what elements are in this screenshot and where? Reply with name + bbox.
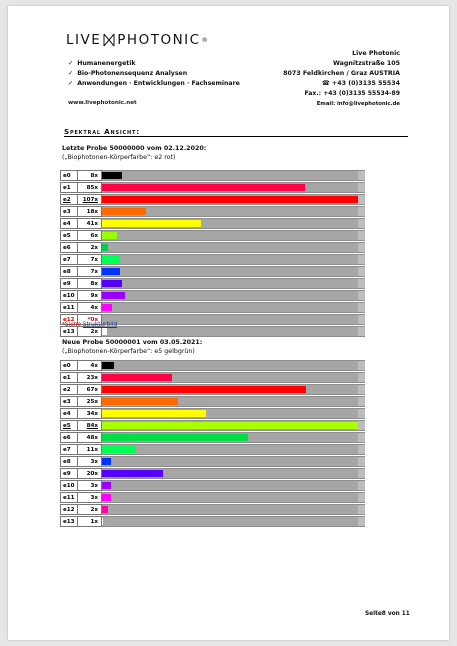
bar-end-cap — [358, 384, 365, 395]
row-label: e4 — [60, 218, 77, 229]
bar-track — [102, 372, 358, 383]
row-value: 7x — [77, 254, 102, 265]
bar-track — [102, 278, 358, 289]
spectrum-bar — [102, 268, 120, 275]
bar-track — [102, 360, 358, 371]
section-divider — [64, 136, 408, 137]
page-number: Seite8 von 11 — [365, 611, 410, 617]
row-value: 7x — [77, 266, 102, 277]
probe-subtitle: („Biophotonen-Körperfarbe“: e2 rot) — [62, 154, 176, 161]
row-label: e12 — [60, 314, 77, 325]
bar-track — [102, 432, 358, 443]
bar-track — [102, 266, 358, 277]
row-value: 8x — [77, 170, 102, 181]
row-label: e3 — [60, 206, 77, 217]
row-label: e13 — [60, 516, 77, 527]
service-item: ✓ Anwendungen · Entwicklungen · Fachseminare — [68, 79, 240, 89]
spectrum-bar — [102, 506, 108, 513]
footnote-star: *Siehe — [62, 322, 81, 328]
row-value: 6x — [77, 230, 102, 241]
bar-end-cap — [358, 278, 365, 289]
spectrum-row — [60, 396, 365, 408]
row-label: e13 — [60, 326, 77, 337]
phone: ☎ +43 (0)3135 55534 — [321, 80, 400, 87]
bar-end-cap — [358, 194, 365, 205]
spectrum-row — [60, 302, 365, 314]
city: 8073 Feldkirchen / Graz AUSTRIA — [283, 70, 400, 77]
spectrum-row — [60, 444, 365, 456]
bar-track — [102, 230, 358, 241]
probe-title: Neue Probe 50000001 vom 03.05.2021: — [62, 339, 203, 346]
website-link[interactable]: www.livephotonic.net — [68, 100, 137, 106]
brand-registered-mark: ® — [201, 36, 210, 44]
spectrum-row — [60, 480, 365, 492]
spectrum-row — [60, 266, 365, 278]
spectrum-bar — [102, 244, 108, 251]
probe-heading — [62, 144, 206, 162]
email[interactable]: Email: info@livephotonic.de — [316, 101, 400, 107]
address-block — [283, 49, 400, 109]
spectrum-row — [60, 516, 365, 528]
brand-right: PHOTONIC — [117, 32, 201, 48]
spectrum-bar — [102, 518, 103, 525]
photon-mark-icon — [103, 33, 115, 47]
bar-end-cap — [358, 230, 365, 241]
row-label: e0 — [60, 170, 77, 181]
brand-logo — [66, 32, 209, 48]
row-value: 85x — [77, 182, 102, 193]
footnote — [62, 322, 117, 328]
spectrum-row — [60, 384, 365, 396]
bar-track — [102, 170, 358, 181]
row-value: 84x — [77, 420, 102, 431]
spectrum-bar — [102, 482, 111, 489]
bar-end-cap — [358, 480, 365, 491]
bar-end-cap — [358, 170, 365, 181]
spectrum-row — [60, 242, 365, 254]
probe-subtitle: („Biophotonen-Körperfarbe“: e5 gelbgrün) — [62, 348, 195, 355]
bar-end-cap — [358, 420, 365, 431]
spectrum-row — [60, 456, 365, 468]
bar-end-cap — [358, 326, 365, 337]
spectrum-bar — [102, 410, 206, 417]
row-label: e5 — [60, 230, 77, 241]
bar-end-cap — [358, 372, 365, 383]
row-label: e6 — [60, 432, 77, 443]
row-label: e12 — [60, 504, 77, 515]
spectrum-bar — [102, 304, 112, 311]
row-label: e10 — [60, 290, 77, 301]
row-value: 25x — [77, 396, 102, 407]
section-title: Spektral Ansicht: — [64, 127, 140, 136]
bar-end-cap — [358, 254, 365, 265]
bar-track — [102, 314, 358, 325]
spectrum-bar — [102, 458, 111, 465]
row-value: 4x — [77, 302, 102, 313]
spectrum-bar — [102, 470, 163, 477]
bar-end-cap — [358, 516, 365, 527]
row-value: 2x — [77, 242, 102, 253]
spectrum-row — [60, 254, 365, 266]
bar-end-cap — [358, 408, 365, 419]
row-value: *0x — [77, 314, 102, 325]
bar-end-cap — [358, 504, 365, 515]
row-value: 20x — [77, 468, 102, 479]
row-value: 3x — [77, 480, 102, 491]
row-label: e2 — [60, 384, 77, 395]
spectrum-bar — [102, 232, 117, 239]
row-value: 34x — [77, 408, 102, 419]
row-value: 18x — [77, 206, 102, 217]
bar-track — [102, 302, 358, 313]
spectrum-bar — [102, 184, 305, 191]
bar-track — [102, 468, 358, 479]
row-value: 67x — [77, 384, 102, 395]
fax: Fax.: +43 (0)3135 55534-89 — [304, 90, 400, 97]
spectrum-row — [60, 468, 365, 480]
row-label: e6 — [60, 242, 77, 253]
bar-end-cap — [358, 444, 365, 455]
spectrum-row — [60, 372, 365, 384]
street: Wagnitzstraße 105 — [332, 60, 400, 67]
row-value: 2x — [77, 504, 102, 515]
row-label: e1 — [60, 372, 77, 383]
row-label: e8 — [60, 266, 77, 277]
spectrum-bar — [102, 292, 125, 299]
probe-heading — [62, 338, 202, 356]
row-value: 41x — [77, 218, 102, 229]
spectrum-bar — [102, 208, 146, 215]
bar-track — [102, 504, 358, 515]
spectrum-bar — [102, 280, 122, 287]
row-label: e5 — [60, 420, 77, 431]
bar-track — [102, 290, 358, 301]
bar-end-cap — [358, 360, 365, 371]
row-label: e3 — [60, 396, 77, 407]
bar-track — [102, 182, 358, 193]
spectrum-row — [60, 230, 365, 242]
bar-end-cap — [358, 290, 365, 301]
bar-end-cap — [358, 468, 365, 479]
row-label: e2 — [60, 194, 77, 205]
spectrum-bar — [102, 434, 248, 441]
brand-left: LIVE — [66, 32, 102, 48]
bar-track — [102, 492, 358, 503]
bar-track — [102, 480, 358, 491]
bar-end-cap — [358, 302, 365, 313]
row-label: e7 — [60, 254, 77, 265]
bar-track — [102, 384, 358, 395]
spectrum-row — [60, 420, 365, 432]
bar-track — [102, 218, 358, 229]
row-value: 1x — [77, 516, 102, 527]
spectrum-row — [60, 206, 365, 218]
row-value: 23x — [77, 372, 102, 383]
spectrum-row — [60, 492, 365, 504]
spectrum-row — [60, 408, 365, 420]
bar-track — [102, 444, 358, 455]
bar-track — [102, 408, 358, 419]
spectrum-bar — [102, 172, 122, 179]
bar-end-cap — [358, 266, 365, 277]
spectrum-row — [60, 278, 365, 290]
spectrum-row — [60, 504, 365, 516]
spectrum-row — [60, 170, 365, 182]
spectrum-row — [60, 290, 365, 302]
spectrum-bar — [102, 398, 178, 405]
spectrum-bar — [102, 328, 107, 335]
service-list — [68, 59, 240, 89]
row-label: e11 — [60, 302, 77, 313]
row-value: 8x — [77, 278, 102, 289]
row-value: 2x — [77, 326, 102, 337]
spectrum-bar — [102, 196, 358, 203]
bar-end-cap — [358, 314, 365, 325]
row-value: 48x — [77, 432, 102, 443]
bar-end-cap — [358, 206, 365, 217]
bar-end-cap — [358, 218, 365, 229]
document-page — [8, 6, 449, 640]
spectrum-row — [60, 432, 365, 444]
row-value: 4x — [77, 360, 102, 371]
spectrum-chart — [60, 170, 365, 338]
spectrum-bar — [102, 362, 114, 369]
spectrum-bar — [102, 220, 201, 227]
row-label: e8 — [60, 456, 77, 467]
service-item: ✓ Bio-Photonensequenz Analysen — [68, 69, 240, 79]
row-label: e7 — [60, 444, 77, 455]
bar-end-cap — [358, 492, 365, 503]
row-label: e0 — [60, 360, 77, 371]
spectrum-bar — [102, 422, 358, 429]
bar-end-cap — [358, 242, 365, 253]
bar-track — [102, 254, 358, 265]
bar-track — [102, 516, 358, 527]
row-value: 11x — [77, 444, 102, 455]
bar-track — [102, 194, 358, 205]
service-item: ✓ Humanenergetik — [68, 59, 240, 69]
row-label: e1 — [60, 182, 77, 193]
row-value: 3x — [77, 492, 102, 503]
bar-track — [102, 396, 358, 407]
row-label: e11 — [60, 492, 77, 503]
bar-end-cap — [358, 456, 365, 467]
row-label: e10 — [60, 480, 77, 491]
row-value: 3x — [77, 456, 102, 467]
bar-track — [102, 456, 358, 467]
spectrum-bar — [102, 494, 111, 501]
spectrum-row — [60, 194, 365, 206]
structure-image-link[interactable]: Strukturbild — [82, 322, 118, 328]
row-value: 9x — [77, 290, 102, 301]
spectrum-row — [60, 360, 365, 372]
probe-title: Letzte Probe 50000000 vom 02.12.2020: — [62, 145, 207, 152]
bar-track — [102, 242, 358, 253]
bar-track — [102, 326, 358, 337]
spectrum-row — [60, 182, 365, 194]
spectrum-bar — [102, 256, 120, 263]
bar-end-cap — [358, 182, 365, 193]
spectrum-row — [60, 218, 365, 230]
row-value: 107x — [77, 194, 102, 205]
bar-track — [102, 420, 358, 431]
row-label: e9 — [60, 468, 77, 479]
spectrum-bar — [102, 446, 136, 453]
spectrum-bar — [102, 374, 172, 381]
row-label: e4 — [60, 408, 77, 419]
bar-end-cap — [358, 396, 365, 407]
company-name: Live Photonic — [352, 50, 400, 57]
bar-end-cap — [358, 432, 365, 443]
bar-track — [102, 206, 358, 217]
row-label: e9 — [60, 278, 77, 289]
spectrum-chart — [60, 360, 365, 528]
spectrum-bar — [102, 386, 306, 393]
